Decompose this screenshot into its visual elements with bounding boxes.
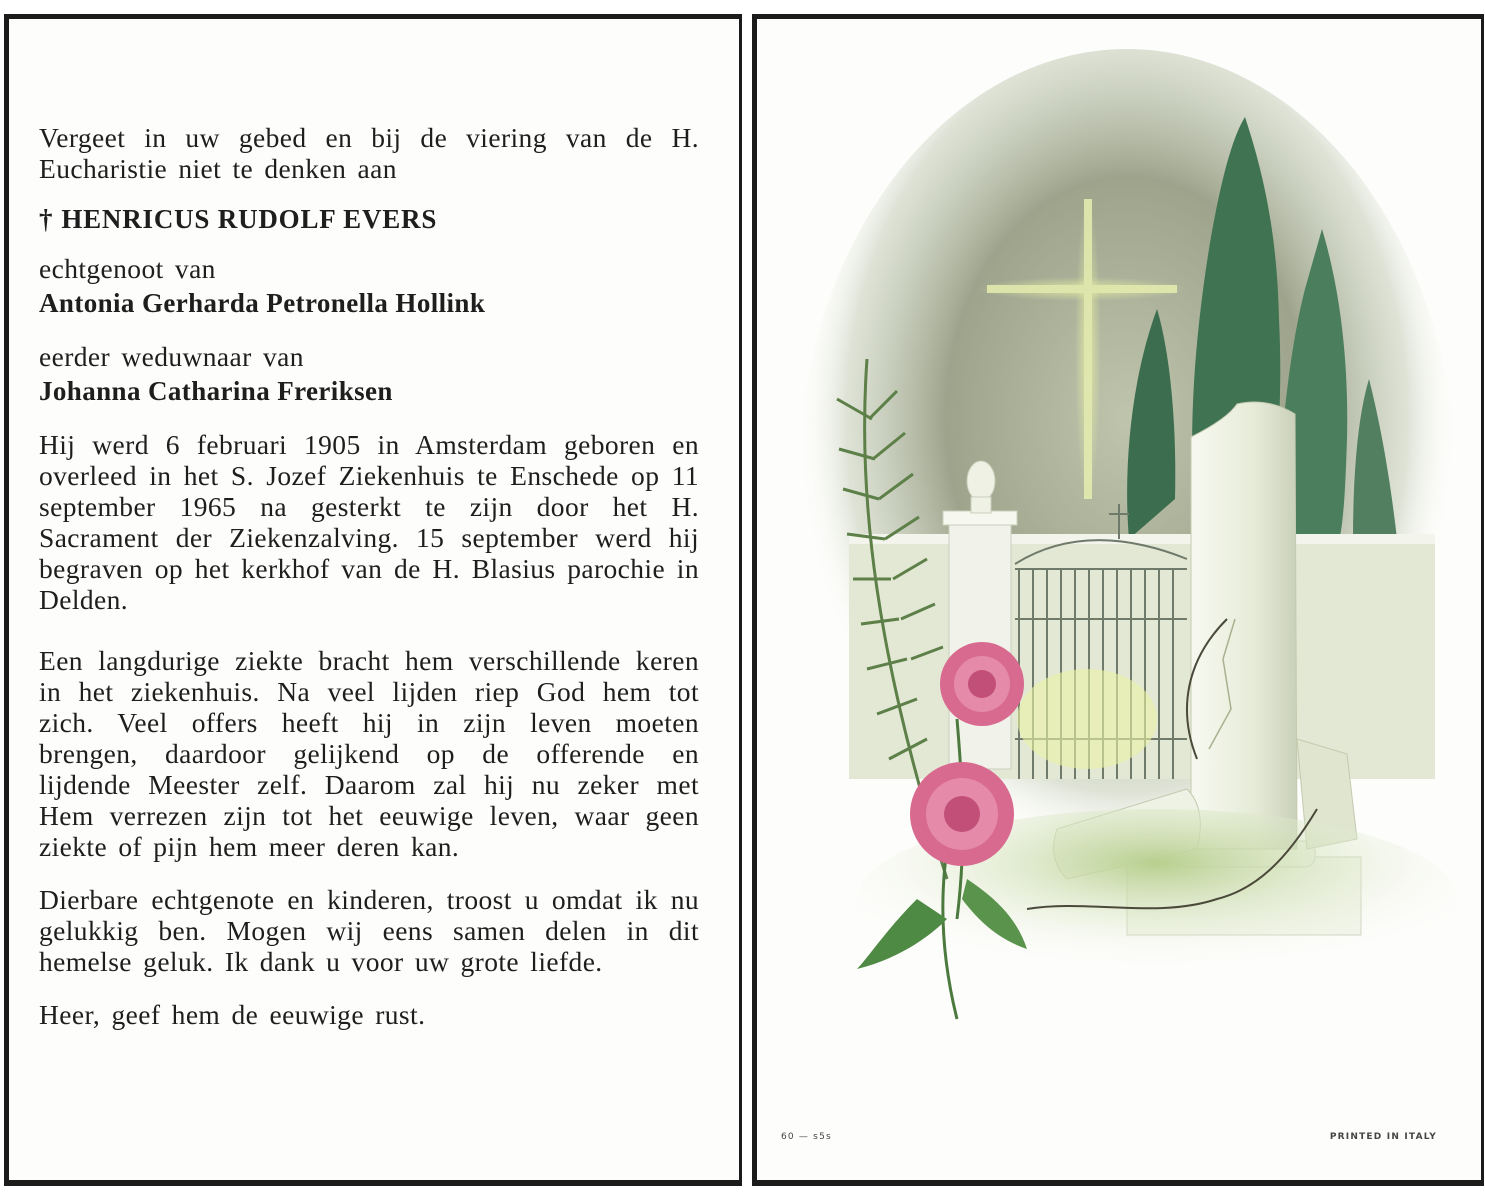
spouse-label: echtgenoot van (39, 253, 216, 284)
former-spouse-name: Johanna Catharina Freriksen (39, 376, 393, 406)
intro-text: Vergeet in uw gebed en bij de viering van de H. Eucharistie niet te denken aan (39, 122, 699, 184)
birth-death-paragraph: Hij werd 6 februari 1905 in Amsterdam geboren en overleed in het S. Jozef Ziekenhuis te Enschede op 11 september 1965 na gesterkt te zijn door het H. Sacrament der Ziekenzalving. 15 september werd hij begraven op het kerkhof van de H. Blasius parochie in Delden. (39, 429, 699, 615)
memorial-text (39, 122, 699, 1030)
closing-prayer: Heer, geef hem de eeuwige rust. (39, 999, 426, 1030)
deceased-name-text: HENRICUS RUDOLF EVERS (61, 204, 438, 234)
prayer-card-image-side (752, 14, 1484, 1186)
farewell-paragraph: Dierbare echtgenote en kinderen, troost u omdat ik nu gelukkig ben. Mogen wij eens samen delen in dit hemelse geluk. Ik dank u voor uw grote liefde. (39, 884, 699, 977)
printed-in-italy-label: PRINTED IN ITALY (1329, 1132, 1437, 1142)
deceased-name (39, 204, 699, 235)
former-spouse-label: eerder weduwnaar van (39, 341, 304, 372)
cross-icon: † (39, 204, 54, 234)
prayer-card-text-side (4, 14, 742, 1186)
spouse-name: Antonia Gerharda Petronella Hollink (39, 288, 486, 318)
print-code: 60 — s5s (781, 1132, 832, 1142)
illness-paragraph: Een langdurige ziekte bracht hem verschillende keren in het ziekenhuis. Na veel lijden riep God hem tot zich. Veel offers heeft hij in zijn leven moeten brengen, daardoor gelijkend op de offerende en lijdende Meester zelf. Daarom zal hij nu zeker met Hem verrezen zijn tot het eeuwige leven, waar geen ziekte of pijn hem meer deren kan. (39, 645, 699, 862)
cemetery-scene-illustration (757, 19, 1481, 1180)
